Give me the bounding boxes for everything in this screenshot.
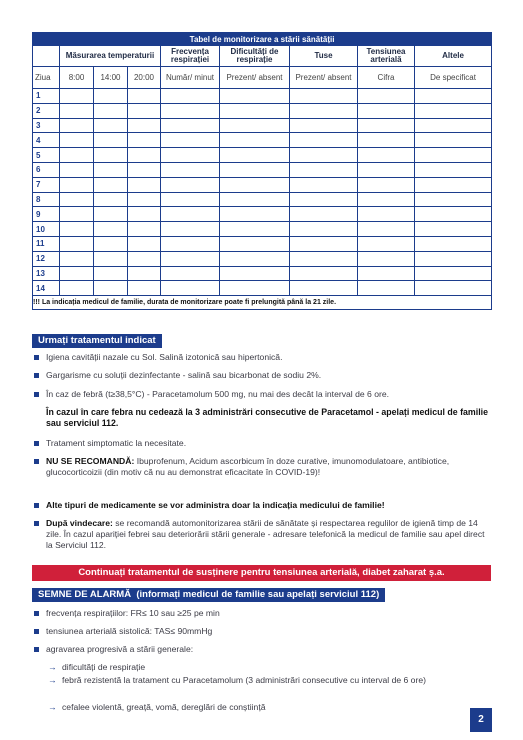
table-cell <box>290 162 358 177</box>
table-cell <box>415 162 492 177</box>
bullet-icon <box>34 441 39 446</box>
header-respiratory-rate: Frecvența respirației <box>161 46 220 67</box>
table-cell <box>415 266 492 281</box>
table-row <box>33 89 492 104</box>
arrow-right-icon: → <box>48 675 57 685</box>
table-cell <box>290 207 358 222</box>
table-cell <box>290 103 358 118</box>
bullet-icon <box>34 373 39 378</box>
list-item <box>32 518 492 551</box>
table-cell <box>60 103 94 118</box>
day-number: 3 <box>33 118 60 133</box>
table-cell <box>60 251 94 266</box>
table-cell <box>358 162 415 177</box>
header-blood-pressure: Tensiunea arterială <box>358 46 415 67</box>
table-cell <box>60 118 94 133</box>
list-item-text: frecvența respirațiilor: FR≤ 10 sau ≥25 pe min <box>46 608 220 618</box>
table-cell <box>161 236 220 251</box>
day-number: 11 <box>33 236 60 251</box>
table-cell <box>128 118 161 133</box>
table-cell <box>161 103 220 118</box>
subheader-time-1: 8:00 <box>60 67 94 89</box>
table-cell <box>220 89 290 104</box>
day-rows <box>33 89 492 296</box>
list-item-text: În caz de febră (t≥38,5°C) - Paracetamolum 500 mg, nu mai des decât la interval de 6 ore. <box>46 389 390 399</box>
subheader-respiratory-unit: Număr/ minut <box>161 67 220 89</box>
alarm-heading <box>32 588 385 602</box>
table-cell <box>220 133 290 148</box>
table-cell <box>94 162 128 177</box>
table-cell <box>290 148 358 163</box>
table-cell <box>161 89 220 104</box>
monitoring-table <box>32 32 492 310</box>
table-cell <box>60 281 94 296</box>
table-note: !!! La indicația medicul de familie, durata de monitorizare poate fi prelungită până la 21 zile. <box>33 296 492 310</box>
table-cell <box>358 251 415 266</box>
table-cell <box>220 222 290 237</box>
table-cell <box>415 207 492 222</box>
table-cell <box>161 118 220 133</box>
header-other: Altele <box>415 46 492 67</box>
list-item-text: Tratament simptomatic la necesitate. <box>46 438 187 448</box>
table-cell <box>290 89 358 104</box>
alarm-sub-item-text: cefalee violentă, greață, vomă, dereglări de conștiință <box>62 702 266 712</box>
table-cell <box>60 266 94 281</box>
table-cell <box>60 207 94 222</box>
header-breathing-difficulty: Dificultăți de respirație <box>220 46 290 67</box>
alarm-subtitle: (informați medicul de familie sau apelați serviciul 112) <box>136 589 380 600</box>
not-recommended-text: Ibuprofenum, Acidum ascorbicum în doze curative, imunomodulatoare, antibiotice, glucocorticoizii (din motiv că nu au demonstrat eficacitate în COVID-19)! <box>46 456 450 477</box>
day-number: 12 <box>33 251 60 266</box>
table-cell <box>415 222 492 237</box>
table-cell <box>94 281 128 296</box>
table-cell <box>94 89 128 104</box>
table-cell <box>415 133 492 148</box>
bullet-icon <box>34 629 39 634</box>
table-cell <box>128 162 161 177</box>
alarm-sub-item <box>48 662 488 673</box>
table-cell <box>161 148 220 163</box>
table-cell <box>415 281 492 296</box>
table-cell <box>94 222 128 237</box>
table-cell <box>128 192 161 207</box>
alarm-title: SEMNE DE ALARMĂ <box>38 589 132 600</box>
table-cell <box>60 177 94 192</box>
table-cell <box>290 266 358 281</box>
table-cell <box>220 148 290 163</box>
table-cell <box>358 192 415 207</box>
subheader-other-unit: De specificat <box>415 67 492 89</box>
bullet-icon <box>34 647 39 652</box>
table-cell <box>128 89 161 104</box>
day-number: 9 <box>33 207 60 222</box>
paracetamol-warning: În cazul în care febra nu cedează la 3 administrări consecutive de Paracetamol - apelați medicul de familie sau serviciul 112. <box>46 407 488 428</box>
arrow-right-icon: → <box>48 702 57 712</box>
table-cell <box>415 177 492 192</box>
table-cell <box>220 281 290 296</box>
list-item-text: Gargarisme cu soluții dezinfectante - salină sau bicarbonat de sodiu 2%. <box>46 370 322 380</box>
page-number: 2 <box>470 708 492 732</box>
list-item <box>32 389 492 400</box>
list-item <box>32 500 492 511</box>
table-cell <box>161 192 220 207</box>
table-cell <box>290 133 358 148</box>
after-recovery-text: se recomandă automonitorizarea stării de sănătate și respectarea regulilor de igienă timp de 14 zile. În cazul apariției febrei sau deteriorării stării generale - adresare telefonică la medicul de familie sau apel direct la Serviciul 112. <box>46 518 485 550</box>
table-cell <box>128 103 161 118</box>
subheader-cough-unit: Prezent/ absent <box>290 67 358 89</box>
list-item <box>32 352 492 363</box>
bullet-icon <box>34 503 39 508</box>
list-item <box>32 370 492 381</box>
subheader-time-3: 20:00 <box>128 67 161 89</box>
table-cell <box>60 192 94 207</box>
table-cell <box>358 236 415 251</box>
table-cell <box>358 89 415 104</box>
table-row <box>33 281 492 296</box>
day-number: 4 <box>33 133 60 148</box>
table-cell <box>128 133 161 148</box>
table-row <box>33 192 492 207</box>
table-cell <box>94 251 128 266</box>
table-cell <box>161 162 220 177</box>
subheader-breathing-unit: Prezent/ absent <box>220 67 290 89</box>
table-cell <box>128 266 161 281</box>
table-cell <box>94 148 128 163</box>
bullet-icon <box>34 521 39 526</box>
table-cell <box>290 118 358 133</box>
table-cell <box>94 192 128 207</box>
bullet-icon <box>34 355 39 360</box>
list-item-text: Alte tipuri de medicamente se vor administra doar la indicația medicului de familie! <box>46 500 385 510</box>
table-row <box>33 207 492 222</box>
table-cell <box>358 281 415 296</box>
table-cell <box>358 118 415 133</box>
table-cell <box>161 281 220 296</box>
arrow-right-icon: → <box>48 662 57 672</box>
list-item-text: agravarea progresivă a stării generale: <box>46 644 194 654</box>
alarm-sub-item-text: febră rezistentă la tratament cu Paracetamolum (3 administrări consecutive cu interval de 6 ore) <box>62 675 426 685</box>
subheader-pressure-unit: Cifra <box>358 67 415 89</box>
table-cell <box>415 251 492 266</box>
header-empty <box>33 46 60 67</box>
table-row <box>33 266 492 281</box>
table-cell <box>94 236 128 251</box>
table-cell <box>128 148 161 163</box>
table-cell <box>290 236 358 251</box>
table-cell <box>220 103 290 118</box>
table-cell <box>161 266 220 281</box>
header-temperature: Măsurarea temperaturii <box>60 46 161 67</box>
table-cell <box>128 177 161 192</box>
table-row <box>33 236 492 251</box>
table-cell <box>415 103 492 118</box>
table-cell <box>220 118 290 133</box>
list-item <box>32 438 492 449</box>
table-cell <box>415 192 492 207</box>
table-cell <box>220 177 290 192</box>
table-cell <box>290 251 358 266</box>
table-cell <box>161 177 220 192</box>
table-cell <box>358 207 415 222</box>
list-item <box>32 456 492 478</box>
table-cell <box>161 222 220 237</box>
after-recovery-label: După vindecare: <box>46 518 113 528</box>
table-cell <box>220 207 290 222</box>
not-recommended-label: NU SE RECOMANDĂ: <box>46 456 135 466</box>
table-cell <box>128 251 161 266</box>
table-cell <box>60 222 94 237</box>
day-number: 7 <box>33 177 60 192</box>
table-cell <box>60 148 94 163</box>
list-item-text: tensiunea arterială sistolică: TAS≤ 90mmHg <box>46 626 213 636</box>
table-row <box>33 148 492 163</box>
table-row <box>33 133 492 148</box>
table-cell <box>358 177 415 192</box>
table-row <box>33 251 492 266</box>
table-cell <box>94 266 128 281</box>
table-cell <box>60 133 94 148</box>
day-number: 1 <box>33 89 60 104</box>
table-cell <box>128 207 161 222</box>
table-cell <box>415 118 492 133</box>
subheader-time-2: 14:00 <box>94 67 128 89</box>
bullet-icon <box>34 459 39 464</box>
table-row <box>33 103 492 118</box>
list-item <box>32 644 492 655</box>
table-cell <box>94 118 128 133</box>
alarm-sub-item <box>48 702 488 713</box>
table-cell <box>290 177 358 192</box>
table-row <box>33 162 492 177</box>
table-row <box>33 222 492 237</box>
day-number: 14 <box>33 281 60 296</box>
table-cell <box>94 133 128 148</box>
table-cell <box>128 281 161 296</box>
table-cell <box>220 192 290 207</box>
table-cell <box>161 207 220 222</box>
table-cell <box>415 236 492 251</box>
table-cell <box>290 192 358 207</box>
alarm-sub-item-text: dificultăți de respirație <box>62 662 146 672</box>
bullet-icon <box>34 611 39 616</box>
table-cell <box>128 222 161 237</box>
table-row <box>33 118 492 133</box>
table-cell <box>128 236 161 251</box>
table-cell <box>161 251 220 266</box>
table-cell <box>290 281 358 296</box>
support-treatment-banner: Continuați tratamentul de susținere pentru tensiunea arterială, diabet zaharat ș.a. <box>32 565 491 581</box>
table-cell <box>220 162 290 177</box>
table-cell <box>415 89 492 104</box>
subheader-day: Ziua <box>33 67 60 89</box>
table-cell <box>220 266 290 281</box>
table-cell <box>220 236 290 251</box>
header-cough: Tuse <box>290 46 358 67</box>
table-cell <box>220 251 290 266</box>
list-item-text: Igiena cavității nazale cu Sol. Salină izotonică sau hipertonică. <box>46 352 283 362</box>
table-cell <box>94 177 128 192</box>
list-item <box>32 626 492 637</box>
table-cell <box>60 236 94 251</box>
table-title: Tabel de monitorizare a stării sănătății <box>33 33 492 46</box>
list-item <box>32 407 492 429</box>
table-cell <box>161 133 220 148</box>
bullet-icon <box>34 392 39 397</box>
day-number: 6 <box>33 162 60 177</box>
table-cell <box>358 222 415 237</box>
alarm-sub-item <box>48 675 488 686</box>
table-cell <box>358 133 415 148</box>
table-cell <box>290 222 358 237</box>
table-cell <box>94 207 128 222</box>
table-cell <box>415 148 492 163</box>
table-cell <box>358 266 415 281</box>
table-cell <box>60 162 94 177</box>
day-number: 2 <box>33 103 60 118</box>
treatment-heading: Urmați tratamentul indicat <box>32 334 162 348</box>
table-cell <box>358 148 415 163</box>
day-number: 5 <box>33 148 60 163</box>
day-number: 8 <box>33 192 60 207</box>
day-number: 10 <box>33 222 60 237</box>
table-cell <box>94 103 128 118</box>
list-item <box>32 608 492 619</box>
day-number: 13 <box>33 266 60 281</box>
table-cell <box>60 89 94 104</box>
table-cell <box>358 103 415 118</box>
table-row <box>33 177 492 192</box>
